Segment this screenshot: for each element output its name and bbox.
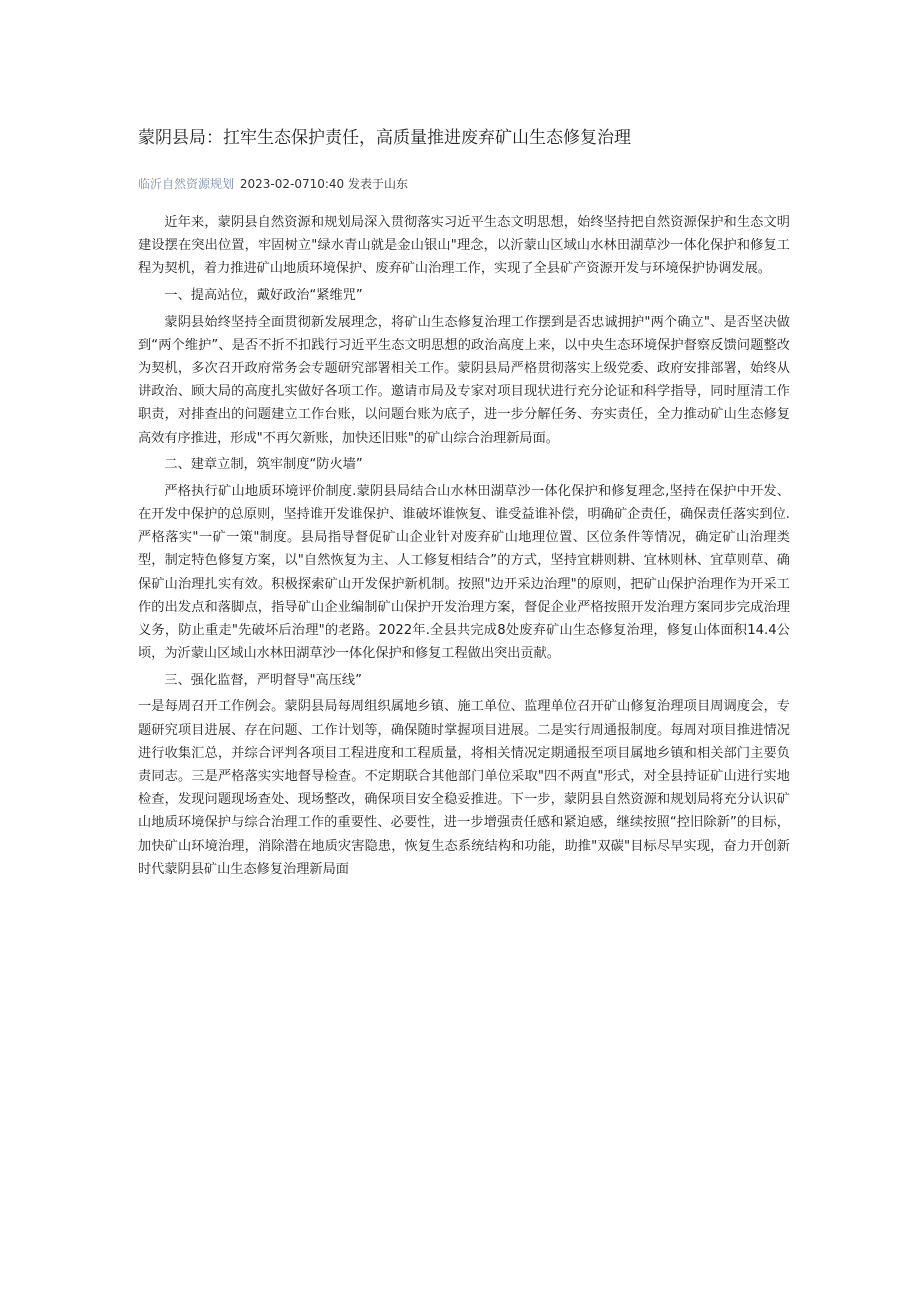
source-link[interactable]: 临沂自然资源规划 [138, 177, 235, 191]
publish-location: 发表于山东 [348, 177, 409, 191]
section-heading-1: 一、提高站位，戴好政治“紧维咒” [164, 288, 363, 303]
paragraph-intro: 近年来，蒙阴县自然资源和规划局深入贯彻落实习近平生态文明思想，始终坚持把自然资源保护和生态文明建设摆在突出位置，牢固树立"绿水青山就是金山银山"理念，以沂蒙山区域山水林田湖草沙一体化保护和修复工程为契机，着力推进矿山地质环境保护、废弃矿山治理工作，实现了全县矿产资源开发与环境保护协调发展。 [138, 215, 790, 277]
article-title: 蒙阴县局：扛牢生态保护责任，高质量推进废弃矿山生态修复治理 [138, 128, 631, 148]
publish-time: 2023-02-0710:40 [239, 177, 345, 191]
section-heading-3: 三、强化监督，严明督导"高压线” [164, 672, 362, 688]
paragraph-section-3: 一是每周召开工作例会。蒙阴县局每周组织属地乡镇、施工单位、监理单位召开矿山修复治理项目周调度会，专题研究项目进展、存在问题、工作计划等，确保随时掌握项目进展。二是实行周通报制度。每周对项目推进情况进行收集汇总，并综合评判各项目工程进度和工程质量，将相关情况定期通报至项目属地乡镇和相关部门主要负责同志。三是严格落实实地督导检查。不定期联合其他部门单位采取"四不两直"形式，对全县持证矿山进行实地检查，发现问题现场查处、现场整改，确保项目安全稳妥推进。下一步，蒙阴县自然资源和规划局将充分认识矿山地质环境保护与综合治理工作的重要性、必要性，进一步增强责任感和紧迫感，继续按照“控旧除新”的目标，加快矿山环境治理，消除潜在地质灾害隐患，恢复生态系统结构和功能，助推"双碳"目标尽早实现，奋力开创新时代蒙阴县矿山生态修复治理新局面 [138, 699, 790, 877]
article-meta [138, 175, 408, 193]
article-body [138, 211, 790, 884]
paragraph-section-2: 严格执行矿山地质环境评价制度.蒙阴县局结合山水林田湖草沙一体化保护和修复理念,坚持在保护中开发、在开发中保护的总原则，坚持谁开发谁保护、谁破坏谁恢复、谁受益谁补偿，明确矿企责任，确保责任落实到位.严格落实"一矿一策"制度。县局指导督促矿山企业针对废弃矿山地理位置、区位条件等情况，确定矿山治理类型，制定特色修复方案，以"自然恢复为主、人工修复相结合”的方式，坚持宜耕则耕、宜林则林、宜草则草、确保矿山治理扎实有效。积极探索矿山开发保护新机制。按照"边开采边治理"的原则，把矿山保护治理作为开采工作的出发点和落脚点，指导矿山企业编制矿山保护开发治理方案，督促企业严格按照开发治理方案同步完成治理义务，防止重走"先破坏后治理"的老路。2022年.全县共完成8处废弃矿山生态修复治理，修复山体面积14.4公顷，为沂蒙山区域山水林田湖草沙一体化保护和修复工程做出突出贡献。 [138, 483, 790, 662]
section-heading-2: 二、建章立制，筑牢制度“防火墙” [164, 457, 363, 473]
paragraph-section-1: 蒙阴县始终坚持全面贯彻新发展理念，将矿山生态修复治理工作摆到是否忠诚拥护"两个确立"、是否坚决做到“两个维护”、是否不折不扣践行习近平生态文明思想的政治高度上来，以中央生态环境保护督察反馈问题整改为契机，多次召开政府常务会专题研究部署相关工作。蒙阴县局严格贯彻落实上级党委、政府安排部署，始终从讲政治、顾大局的高度扎实做好各项工作。邀请市局及专家对项目现状进行充分论证和科学指导，同时厘清工作职责，对排查出的问题建立工作台账，以问题台账为底子，进一步分解任务、夯实责任，全力推动矿山生态修复高效有序推进，形成"不再欠新账，加快还旧账"的矿山综合治理新局面。 [138, 314, 790, 446]
